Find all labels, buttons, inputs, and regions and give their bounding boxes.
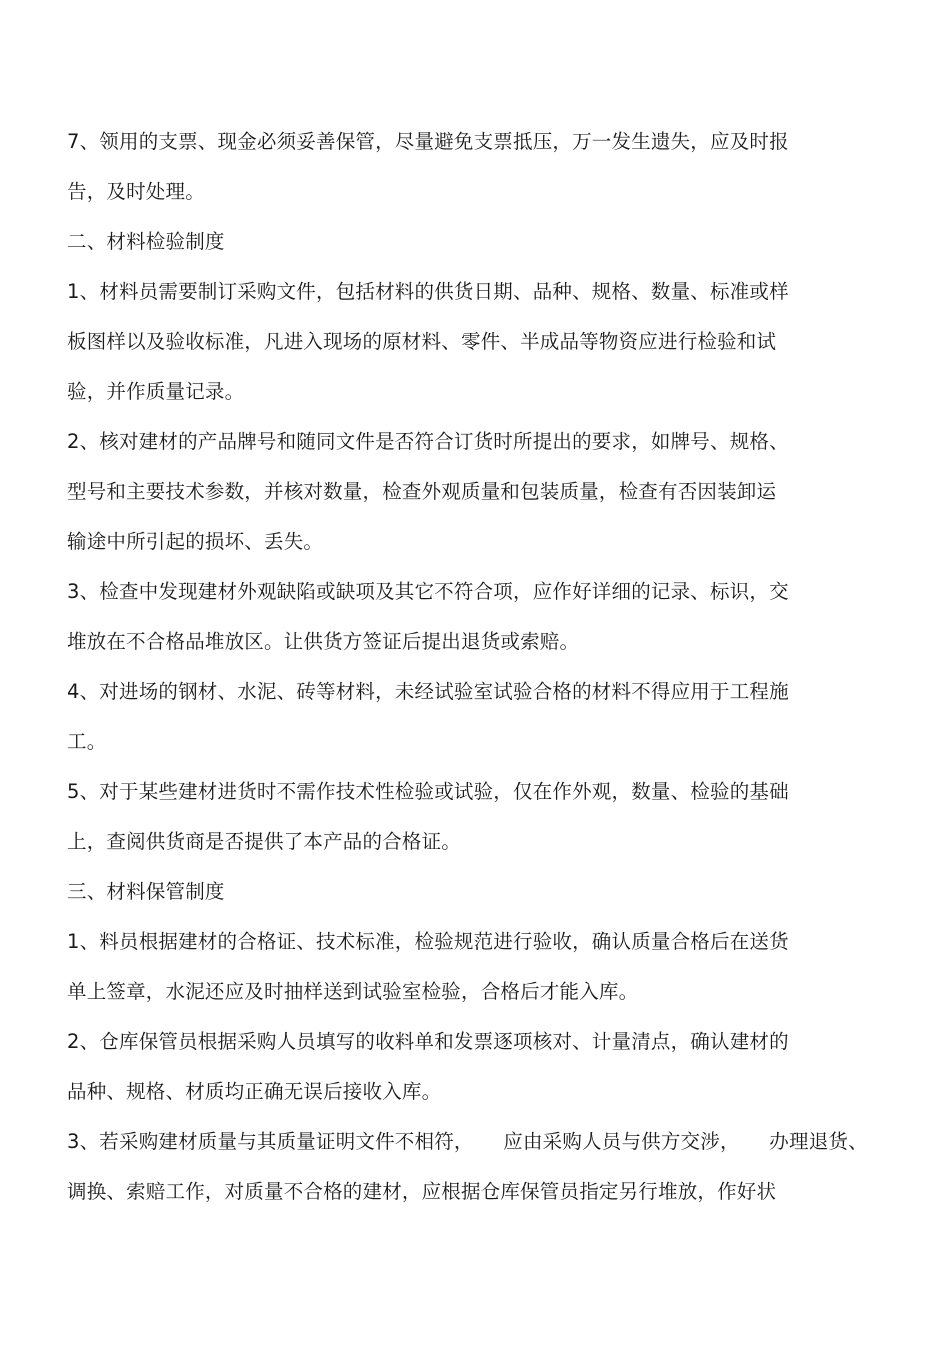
text-line: 堆放在不合格品堆放区。让供货方签证后提出退货或索赔。 <box>67 630 580 653</box>
text-line: 输途中所引起的损坏、丢失。 <box>67 530 324 553</box>
text-line: 2、核对建材的产品牌号和随同文件是否符合订货时所提出的要求，如牌号、规格、 <box>67 430 789 453</box>
text-line: 5、对于某些建材进货时不需作技术性检验或试验，仅在作外观，数量、检验的基础 <box>67 780 789 803</box>
text-line: 型号和主要技术参数，并核对数量，检查外观质量和包装质量，检查有否因装卸运 <box>67 480 777 503</box>
text-line: 工。 <box>67 730 107 753</box>
text-line: 2、仓库保管员根据采购人员填写的收料单和发票逐项核对、计量清点，确认建材的 <box>67 1030 789 1053</box>
text-line: 7、领用的支票、现金必须妥善保管，尽量避免支票抵压，万一发生遗失，应及时报 <box>67 130 789 153</box>
text-line: 3、检查中发现建材外观缺陷或缺项及其它不符合项，应作好详细的记录、标识，交 <box>67 580 789 603</box>
text-line: 1、料员根据建材的合格证、技术标准，检验规范进行验收，确认质量合格后在送货 <box>67 930 789 953</box>
text-line: 验，并作质量记录。 <box>67 380 245 403</box>
text-line: 调换、索赔工作，对质量不合格的建材，应根据仓库保管员指定另行堆放，作好状 <box>67 1180 777 1203</box>
text-line: 4、对进场的钢材、水泥、砖等材料，未经试验室试验合格的材料不得应用于工程施 <box>67 680 789 703</box>
text-line: 3、若采购建材质量与其质量证明文件不相符， 应由采购人员与供方交涉， 办理退货、 <box>67 1130 868 1153</box>
text-line: 单上签章，水泥还应及时抽样送到试验室检验，合格后才能入库。 <box>67 980 639 1003</box>
text-line: 1、材料员需要制订采购文件，包括材料的供货日期、品种、规格、数量、标准或样 <box>67 280 789 303</box>
section-heading: 二、材料检验制度 <box>67 230 225 253</box>
text-line: 板图样以及验收标准，凡进入现场的原材料、零件、半成品等物资应进行检验和试 <box>67 330 777 353</box>
text-line: 上，查阅供货商是否提供了本产品的合格证。 <box>67 830 462 853</box>
text-line: 告，及时处理。 <box>67 180 205 203</box>
text-line: 品种、规格、材质均正确无误后接收入库。 <box>67 1080 442 1103</box>
section-heading: 三、材料保管制度 <box>67 880 225 903</box>
